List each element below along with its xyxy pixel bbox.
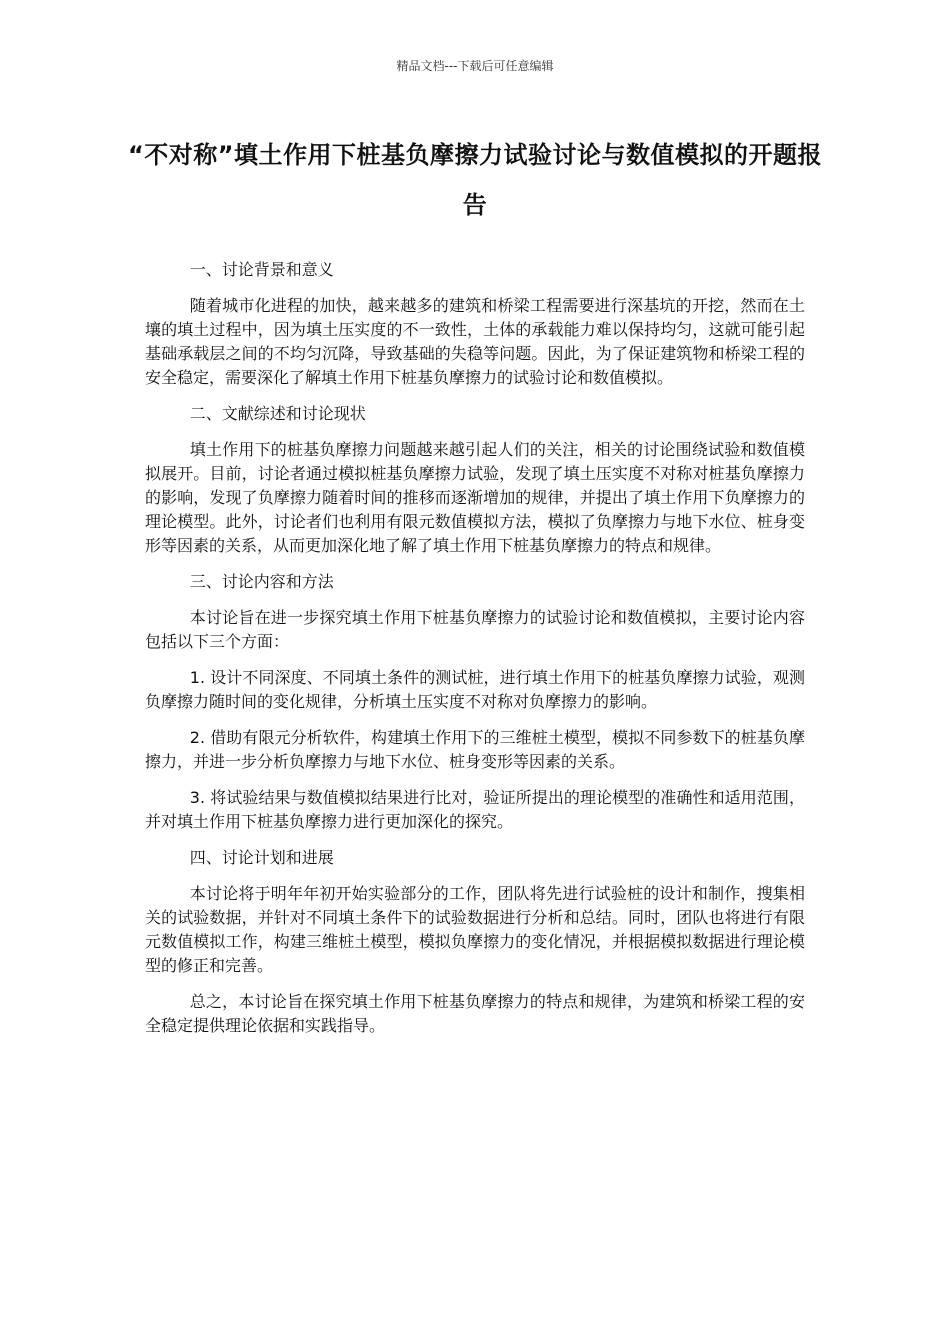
paragraph-literature: 填土作用下的桩基负摩擦力问题越来越引起人们的关注，相关的讨论围绕试验和数值模拟展开。目前，讨论者通过模拟桩基负摩擦力试验，发现了填土压实度不对称对桩基负摩擦力的影响，发现了负摩擦力随着时间的推移而逐渐增加的规律，并提出了填土作用下负摩擦力的理论模型。此外，讨论者们也利用有限元数值模拟方法，模拟了负摩擦力与地下水位、桩身变形等因素的关系，从而更加深化地了解了填土作用下桩基负摩擦力的特点和规律。 [145,440,805,555]
paragraph-summary: 总之，本讨论旨在探究填土作用下桩基负摩擦力的特点和规律，为建筑和桥梁工程的安全稳定提供理论依据和实践指导。 [145,992,805,1035]
section-heading-content-method: 三、讨论内容和方法 [189,572,334,591]
paragraph-content-intro: 本讨论旨在进一步探究填土作用下桩基负摩擦力的试验讨论和数值模拟，主要讨论内容包括以下三个方面： [145,608,805,651]
document-title: “不对称”填土作用下桩基负摩擦力试验讨论与数值模拟的开题报告 [127,141,823,219]
header-note: 精品文档---下载后可任意编辑 [396,59,554,73]
section-heading-plan: 四、讨论计划和进展 [189,848,334,867]
section-heading-literature: 二、文献综述和讨论现状 [189,404,366,423]
paragraph-content-item-3: 3. 将试验结果与数值模拟结果进行比对，验证所提出的理论模型的准确性和适用范围，并对填土作用下桩基负摩擦力进行更加深化的探究。 [145,788,805,831]
section-heading-background: 一、讨论背景和意义 [189,260,334,279]
document-body [145,258,805,1050]
paragraph-content-item-1: 1. 设计不同深度、不同填土条件的测试桩，进行填土作用下的桩基负摩擦力试验，观测负摩擦力随时间的变化规律，分析填土压实度不对称对负摩擦力的影响。 [145,668,805,711]
paragraph-plan: 本讨论将于明年年初开始实验部分的工作，团队将先进行试验桩的设计和制作，搜集相关的试验数据，并针对不同填土条件下的试验数据进行分析和总结。同时，团队也将进行有限元数值模拟工作，构建三维桩土模型，模拟负摩擦力的变化情况，并根据模拟数据进行理论模型的修正和完善。 [145,884,805,975]
paragraph-content-item-2: 2. 借助有限元分析软件，构建填土作用下的三维桩土模型，模拟不同参数下的桩基负摩擦力，并进一步分析负摩擦力与地下水位、桩身变形等因素的关系。 [145,728,805,771]
paragraph-background: 随着城市化进程的加快，越来越多的建筑和桥梁工程需要进行深基坑的开挖，然而在土壤的填土过程中，因为填土压实度的不一致性，土体的承载能力难以保持均匀，这就可能引起基础承载层之间的不均匀沉降，导致基础的失稳等问题。因此，为了保证建筑物和桥梁工程的安全稳定，需要深化了解填土作用下桩基负摩擦力的试验讨论和数值模拟。 [145,296,805,387]
